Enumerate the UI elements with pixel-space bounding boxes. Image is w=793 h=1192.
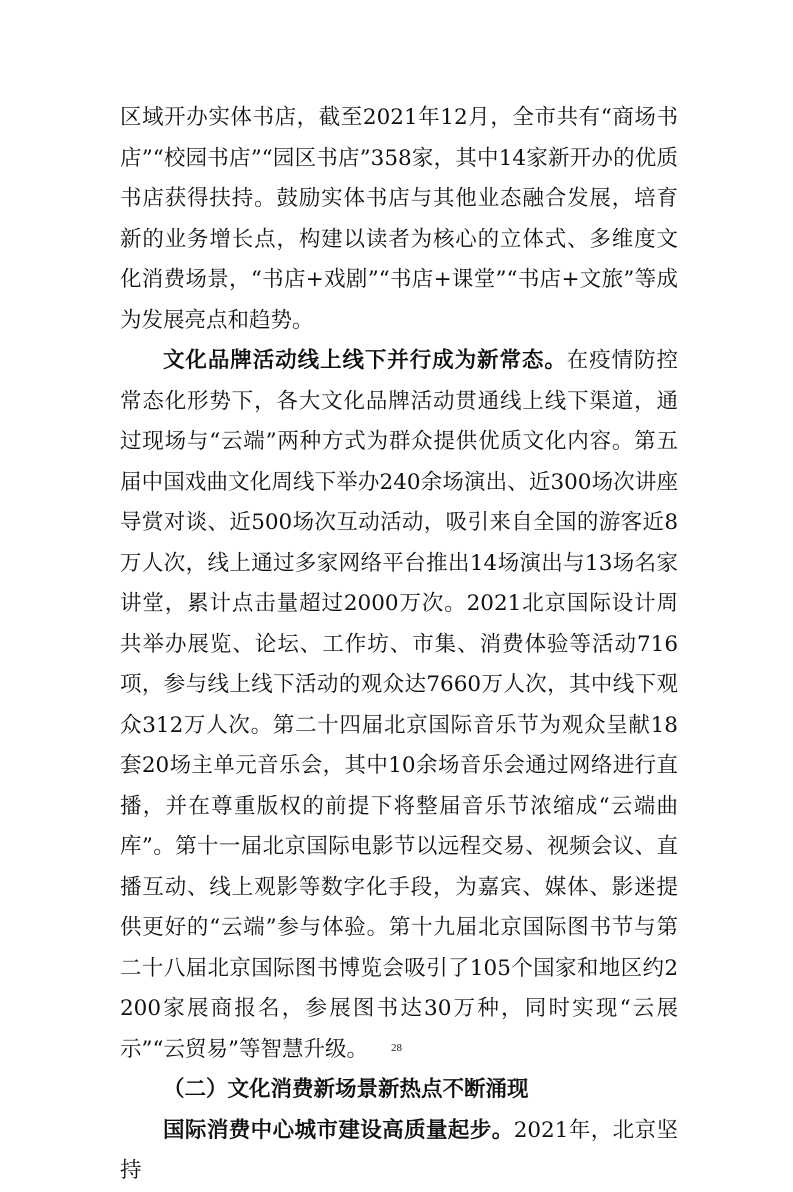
paragraph-consumption-center xyxy=(120,1111,678,1192)
page-number: 28 xyxy=(391,1042,402,1054)
section-heading: （二）文化消费新场景新热点不断涌现 xyxy=(163,1077,529,1102)
paragraph-bookstores xyxy=(120,98,678,341)
paragraph-brand-activities-text: 在疫情防控常态化形势下，各大文化品牌活动贯通线上线下渠道，通过现场与“云端”两种方式为群众提供优质文化内容。第五届中国戏曲文化周线下举办240余场演出、近300场次讲座导赏对谈、近500场次互动活动，吸引来自全国的游客近8万人次，线上通过多家网络平台推出14场演出与13场名家讲堂，累计点击量超过2000万次。2021北京国际设计周共举办展览、论坛、工作坊、市集、消费体验等活动716项，参与线上线下活动的观众达7660万人次，其中线下观众312万人次。第二十四届北京国际音乐节为观众呈献18套20场主单元音乐会，其中10余场音乐会通过网络进行直播，并在尊重版权的前提下将整届音乐节浓缩成“云端曲库”。第十一届北京国际电影节以远程交易、视频会议、直播互动、线上观影等数字化手段，为嘉宾、媒体、影迷提供更好的“云端”参与体验。第十九届北京国际图书节与第二十八届北京国际图书博览会吸引了105个国家和地区约2200家展商报名，参展图书达30万种，同时实现“云展示”“云贸易”等智慧升级。 xyxy=(120,348,678,1062)
body-text xyxy=(120,98,678,1192)
paragraph-consumption-center-lead: 国际消费中心城市建设高质量起步。 xyxy=(163,1117,514,1143)
paragraph-bookstores-text: 区域开办实体书店，截至2021年12月，全市共有“商场书店”“校园书店”“园区书店”358家，其中14家新开办的优质书店获得扶持。鼓励实体书店与其他业态融合发展，培育新的业务增长点，构建以读者为核心的立体式、多维度文化消费场景，“书店+戏剧”“书店+课堂”“书店+文旅”等成为发展亮点和趋势。 xyxy=(120,105,678,333)
paragraph-brand-activities xyxy=(120,341,678,1070)
paragraph-consumption-center-text: 2021年，北京坚持 xyxy=(120,1117,678,1183)
paragraph-brand-activities-lead: 文化品牌活动线上线下并行成为新常态。 xyxy=(163,348,567,373)
